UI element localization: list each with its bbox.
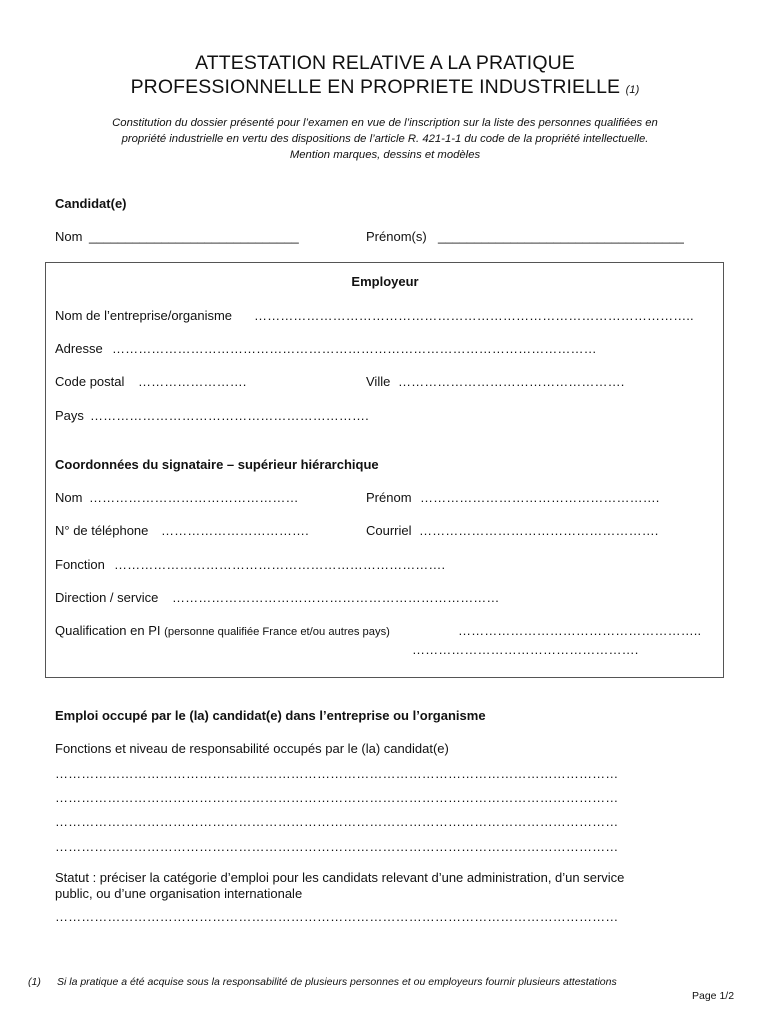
fonctions-field-line1[interactable]: ………………………………………………………………………………………………………………… [55, 766, 619, 781]
candidat-nom-label: Nom [55, 229, 83, 244]
document-title-line1: ATTESTATION RELATIVE A LA PRATIQUE [195, 52, 575, 74]
employeur-heading: Employeur [351, 274, 419, 289]
intro-line2: propriété industrielle en vertu des dispositions de l’article R. 421-1-1 du code de la propriété intellectuelle. [121, 133, 649, 145]
qualification-field-line2[interactable]: ……………………………………………. [412, 642, 639, 657]
signataire-prenom-label: Prénom [366, 490, 412, 505]
fonction-label: Fonction [55, 557, 105, 572]
intro-line1: Constitution du dossier présenté pour l’examen en vue de l’inscription sur la liste des personnes qualifiées en [112, 117, 658, 129]
candidat-heading: Candidat(e) [55, 196, 127, 211]
entreprise-label: Nom de l’entreprise/organisme [55, 308, 233, 323]
pays-field[interactable]: ………………………………………………………. [90, 408, 369, 423]
document-title-line2 [0, 76, 770, 101]
courriel-field[interactable]: ………………………………………………. [419, 523, 659, 538]
fonctions-field-line3[interactable]: ………………………………………………………………………………………………………………… [55, 814, 619, 829]
emploi-heading: Emploi occupé par le (la) candidat(e) dans l’entreprise ou l’organisme [55, 708, 486, 723]
candidat-nom-field[interactable]: _____________________________ [89, 229, 299, 244]
fonctions-field-line4[interactable]: ………………………………………………………………………………………………………………… [55, 839, 619, 854]
footnote-number: (1) [28, 976, 41, 988]
signataire-nom-label: Nom [55, 490, 83, 505]
pays-label: Pays [55, 408, 84, 423]
signataire-prenom-field[interactable]: ………………………………………………. [420, 490, 660, 505]
signataire-nom-field[interactable]: ………………………………………… [89, 490, 299, 505]
qualification-note: (personne qualifiée France et/ou autres pays) [164, 626, 390, 638]
ville-label: Ville [366, 374, 391, 389]
candidat-prenom-field[interactable]: __________________________________ [438, 229, 684, 244]
qualification-field-line1[interactable]: ……………………………………………….. [458, 623, 702, 638]
intro-line3: Mention marques, dessins et modèles [289, 149, 481, 161]
statut-field[interactable]: ………………………………………………………………………………………………………………… [55, 909, 619, 924]
fonctions-field-line2[interactable]: ………………………………………………………………………………………………………………… [55, 790, 619, 805]
candidat-prenom-label: Prénom(s) [366, 229, 427, 244]
statut-line2: public, ou d’une organisation internationale [55, 886, 303, 901]
adresse-label: Adresse [55, 341, 103, 356]
footnote-reference: (1) [625, 84, 640, 96]
qualification-label-text: Qualification en PI [55, 623, 161, 638]
statut-line1: Statut : préciser la catégorie d’emploi pour les candidats relevant d’une administration, d’un service [55, 870, 625, 885]
fonctions-label: Fonctions et niveau de responsabilité occupés par le (la) candidat(e) [55, 741, 449, 756]
adresse-field[interactable]: ………………………………………………………………………………………………… [112, 341, 597, 356]
page-number: Page 1/2 [692, 990, 735, 1002]
telephone-label: N° de téléphone [55, 523, 149, 538]
qualification-label [55, 623, 390, 638]
fonction-field[interactable]: …………………………………………………………………. [114, 557, 446, 572]
entreprise-field[interactable]: ……………………………………………………………………………………….. [254, 308, 694, 323]
document-title-line2-text: PROFESSIONNELLE EN PROPRIETE INDUSTRIELLE [130, 76, 621, 98]
signataire-heading: Coordonnées du signataire – supérieur hiérarchique [55, 457, 379, 472]
telephone-field[interactable]: ……………………………. [161, 523, 309, 538]
ville-field[interactable]: ……………………………………………. [398, 374, 625, 389]
direction-field[interactable]: ………………………………………………………………… [172, 590, 500, 605]
direction-label: Direction / service [55, 590, 159, 605]
footnote-text: Si la pratique a été acquise sous la responsabilité de plusieurs personnes et ou employeurs fournir plusieurs attestations [57, 976, 617, 988]
courriel-label: Courriel [366, 523, 412, 538]
code-postal-label: Code postal [55, 374, 125, 389]
code-postal-field[interactable]: ……………………. [138, 374, 247, 389]
